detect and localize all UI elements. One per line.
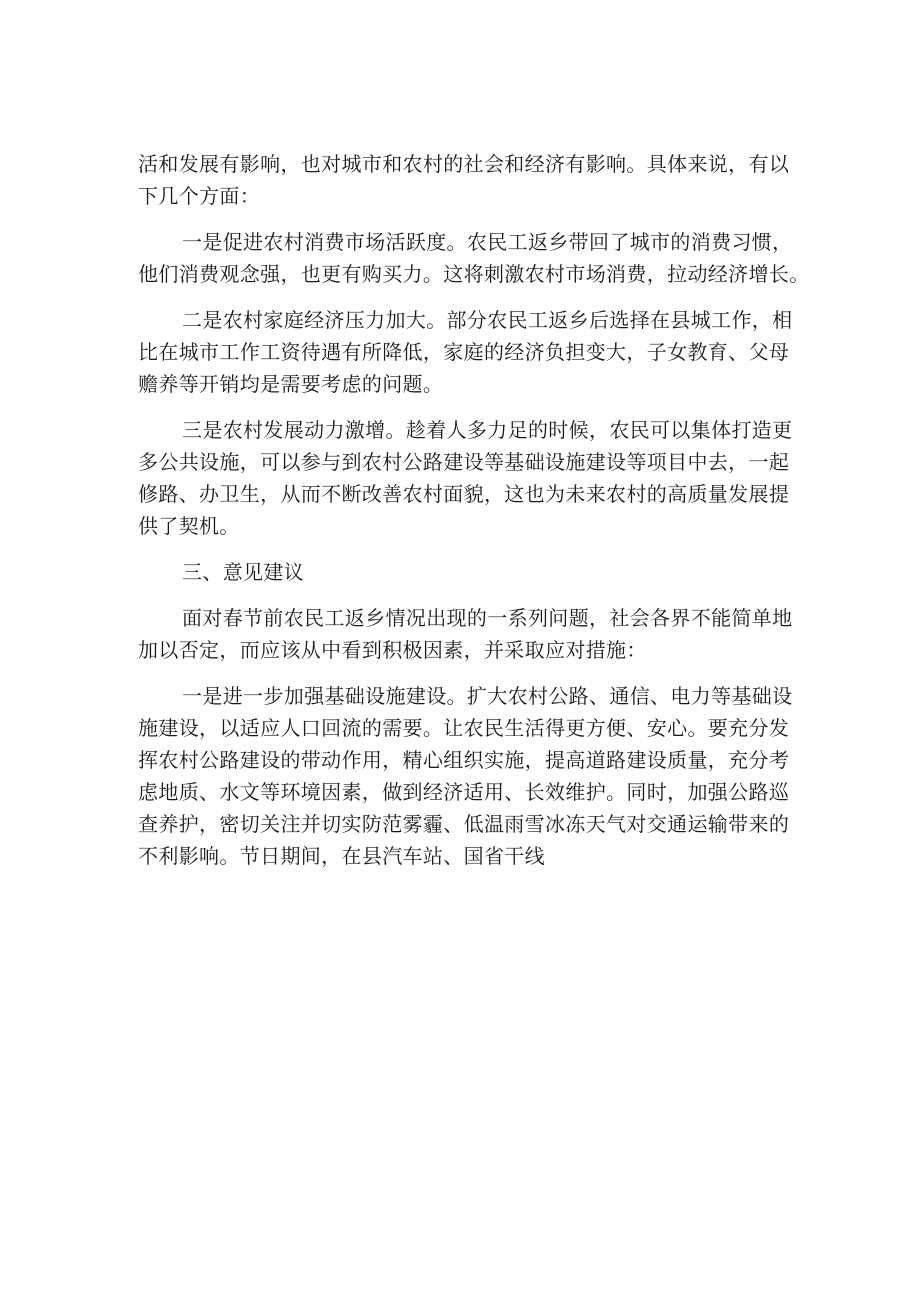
paragraph-point-3 bbox=[138, 414, 793, 542]
paragraph-point-2 bbox=[138, 304, 793, 400]
text-line: 赡养等开销均是需要考虑的问题。 bbox=[138, 372, 444, 396]
text-line: 不利影响。节日期间，在县汽车站、国省干线 bbox=[138, 844, 545, 868]
text-line: 多公共设施，可以参与到农村公路建设等基础设施建设等项目中去，一起 bbox=[138, 450, 790, 474]
text-line: 面对春节前农民工返乡情况出现的一系列问题，社会各界不能简单地 bbox=[182, 606, 793, 630]
text-line: 二是农村家庭经济压力加大。部分农民工返乡后选择在县城工作，相 bbox=[182, 308, 793, 332]
text-line: 比在城市工作工资待遇有所降低，家庭的经济负担变大，子女教育、父母 bbox=[138, 340, 790, 364]
section-heading: 三、意见建议 bbox=[182, 560, 305, 584]
paragraph-point-1 bbox=[138, 226, 810, 290]
text-line: 一是进一步加强基础设施建设。扩大农村公路、通信、电力等基础设 bbox=[182, 684, 793, 708]
paragraph-intro bbox=[138, 148, 788, 212]
text-line: 活和发展有影响，也对城市和农村的社会和经济有影响。具体来说，有以 bbox=[138, 152, 790, 176]
text-line: 下几个方面： bbox=[138, 184, 261, 208]
paragraph-suggest-1 bbox=[138, 680, 793, 872]
text-line: 加以否定，而应该从中看到积极因素，并采取应对措施： bbox=[138, 638, 647, 662]
paragraph-suggest-intro bbox=[138, 602, 793, 666]
text-line: 修路、办卫生，从而不断改善农村面貌，这也为未来农村的高质量发展提 bbox=[138, 482, 790, 506]
text-line: 三是农村发展动力激增。趁着人多力足的时候，农民可以集体打造更 bbox=[182, 418, 793, 442]
text-line: 虑地质、水文等环境因素，做到经济适用、长效维护。同时，加强公路巡 bbox=[138, 780, 790, 804]
text-line: 挥农村公路建设的带动作用，精心组织实施，提高道路建设质量，充分考 bbox=[138, 748, 790, 772]
document-body bbox=[138, 148, 810, 872]
text-line: 他们消费观念强，也更有购买力。这将刺激农村市场消费，拉动经济增长。 bbox=[138, 262, 810, 286]
text-line: 供了契机。 bbox=[138, 514, 240, 538]
text-line: 一是促进农村消费市场活跃度。农民工返乡带回了城市的消费习惯， bbox=[182, 230, 793, 254]
text-line: 查养护，密切关注并切实防范雾霾、低温雨雪冰冻天气对交通运输带来的 bbox=[138, 812, 790, 836]
text-line: 施建设，以适应人口回流的需要。让农民生活得更方便、安心。要充分发 bbox=[138, 716, 790, 740]
